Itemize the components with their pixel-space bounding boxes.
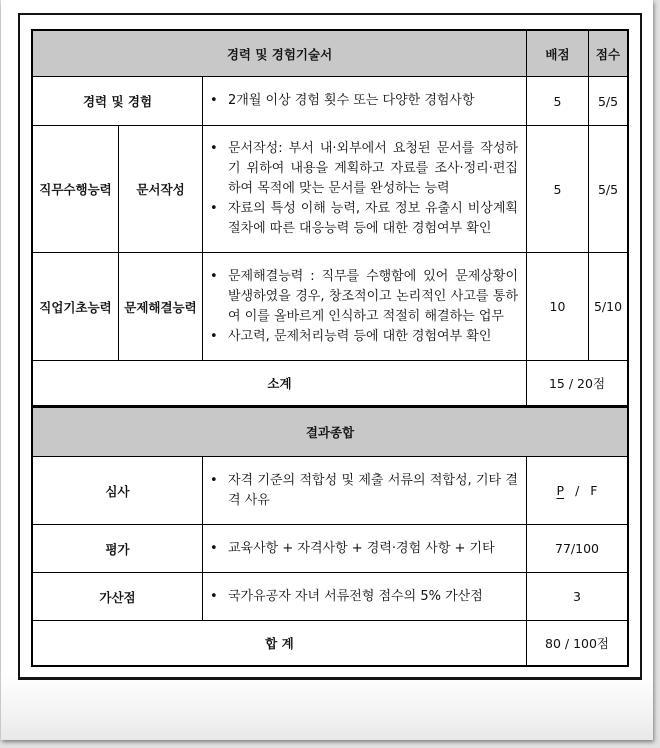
evaluation-table [31,29,629,408]
list-item [210,199,518,239]
summary-table [31,408,629,667]
experience-description [203,77,526,125]
experience-score: 5/5 [589,77,627,125]
pass-mark: P [556,483,565,498]
item-text: 자격 기준의 적합성 및 제출 서류의 적합성, 기타 결격 사유 [228,472,518,508]
list-item [210,587,518,607]
job-competency-score: 5/5 [589,126,627,252]
basic-competency-max-score: 10 [527,253,588,360]
item-text: 자료의 특성 이해 능력, 자료 정보 유출시 비상계획 절차에 따른 대응능력 등에 대한 경험여부 확인 [228,201,518,236]
score-header: 점수 [589,31,627,76]
basic-competency-description [203,253,526,360]
assessment-label: 평가 [33,525,202,572]
item-text: 2개월 이상 경험 횟수 또는 다양한 경험사항 [228,93,475,108]
screening-description [203,457,526,524]
assessment-value: 77/100 [527,525,627,572]
bullet-marker: • [210,588,218,604]
item-text: 교육사항 + 자격사항 + 경력·경험 사항 + 기타 [228,540,495,556]
max-score-header: 배점 [527,31,588,76]
list-item [210,91,518,111]
bonus-label: 가산점 [33,573,202,620]
bonus-value: 3 [527,573,627,620]
bullet-marker: • [210,472,218,488]
job-competency-label: 문서작성 [119,126,202,252]
job-competency-description [203,126,526,252]
screening-result [527,457,627,524]
bullet-marker: • [210,93,218,108]
basic-competency-score: 5/10 [589,253,627,360]
bullet-marker: • [210,328,218,344]
bullet-marker: • [210,540,218,556]
total-value: 80 / 100점 [527,621,627,665]
bullet-marker: • [210,141,218,156]
job-competency-category: 직무수행능력 [33,126,118,252]
bullet-marker: • [210,268,218,284]
summary-title: 결과종합 [33,408,627,456]
list-item [210,539,518,559]
list-item [210,139,518,199]
subtotal-label: 소계 [33,361,526,405]
item-text: 국가유공자 자녀 서류전형 점수의 5% 가산점 [228,588,483,604]
job-competency-max-score: 5 [527,126,588,252]
item-text: 사고력, 문제처리능력 등에 대한 경험여부 확인 [228,328,492,344]
experience-label: 경력 및 경험 [33,77,202,125]
basic-competency-label: 문제해결능력 [119,253,202,360]
subtotal-value: 15 / 20점 [527,361,627,405]
screening-label: 심사 [33,457,202,524]
basic-competency-category: 직업기초능력 [33,253,118,360]
fail-mark: F [590,483,598,498]
list-item [210,471,518,511]
result-separator: / [575,483,580,498]
item-text: 문서작성: 부서 내·외부에서 요청된 문서를 작성하기 위하여 내용을 계획하고 자료를 조사·정리·편집하여 목적에 맞는 문서를 완성하는 능력 [228,141,518,196]
item-text: 문제해결능력 : 직무를 수행함에 있어 문제상황이 발생하였을 경우, 창조적이고 논리적인 사고를 통하여 이를 올바르게 인식하고 적절히 해결하는 업무 [228,268,518,324]
experience-max-score: 5 [527,77,588,125]
bullet-marker: • [210,201,218,216]
total-label: 합 계 [33,621,526,665]
list-item [210,267,518,327]
table-title: 경력 및 경험기술서 [33,31,526,76]
bonus-description [203,573,526,620]
assessment-description [203,525,526,572]
list-item [210,327,518,347]
